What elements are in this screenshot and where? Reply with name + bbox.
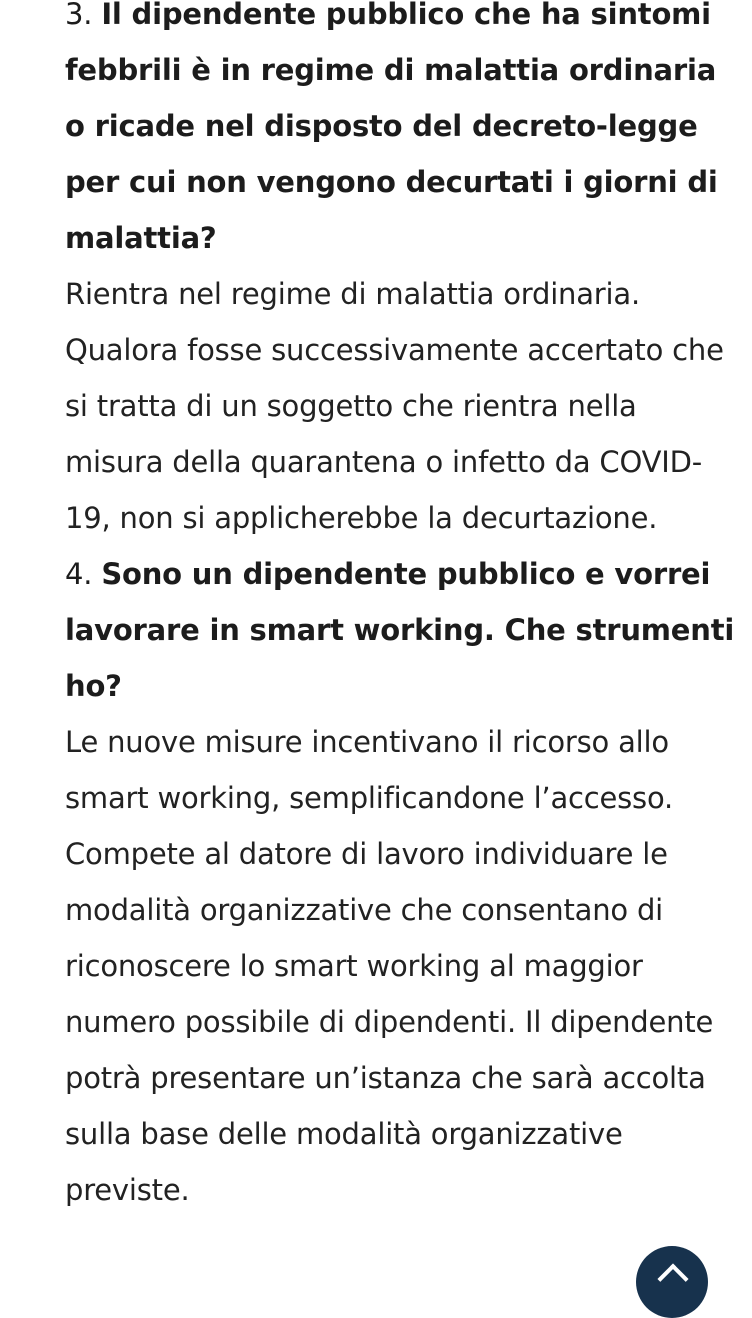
chevron-up-icon bbox=[657, 1263, 688, 1294]
question-text: Il dipendente pubblico che ha sintomi febbrili è in regime di malattia ordinaria o ricade nel disposto del decreto-legge per cui non vengono decurtati i giorni di malattia? bbox=[65, 0, 718, 255]
faq-content bbox=[65, 0, 735, 1218]
question-number: 4. bbox=[65, 557, 93, 591]
question-number: 3. bbox=[65, 0, 93, 31]
faq-answer: Le nuove misure incentivano il ricorso allo smart working, semplificandone l’accesso. Compete al datore di lavoro individuare le modalità organizzative che consentano di riconoscere lo smart working al maggior numero possibile di dipendenti. Il dipendente potrà presentare un’istanza che sarà accolta sulla base delle modalità organizzative previste. bbox=[65, 725, 714, 1207]
back-to-top-button[interactable] bbox=[636, 1246, 708, 1318]
question-text: Sono un dipendente pubblico e vorrei lavorare in smart working. Che strumenti ho? bbox=[65, 557, 735, 703]
faq-question bbox=[65, 546, 735, 714]
faq-answer: Rientra nel regime di malattia ordinaria. Qualora fosse successivamente accertato che si tratta di un soggetto che rientra nella misura della quarantena o infetto da COVID-19, non si applicherebbe la decurtazione. bbox=[65, 277, 724, 535]
faq-item-4 bbox=[65, 546, 735, 1218]
faq-question bbox=[65, 0, 735, 266]
faq-item-3 bbox=[65, 0, 735, 546]
